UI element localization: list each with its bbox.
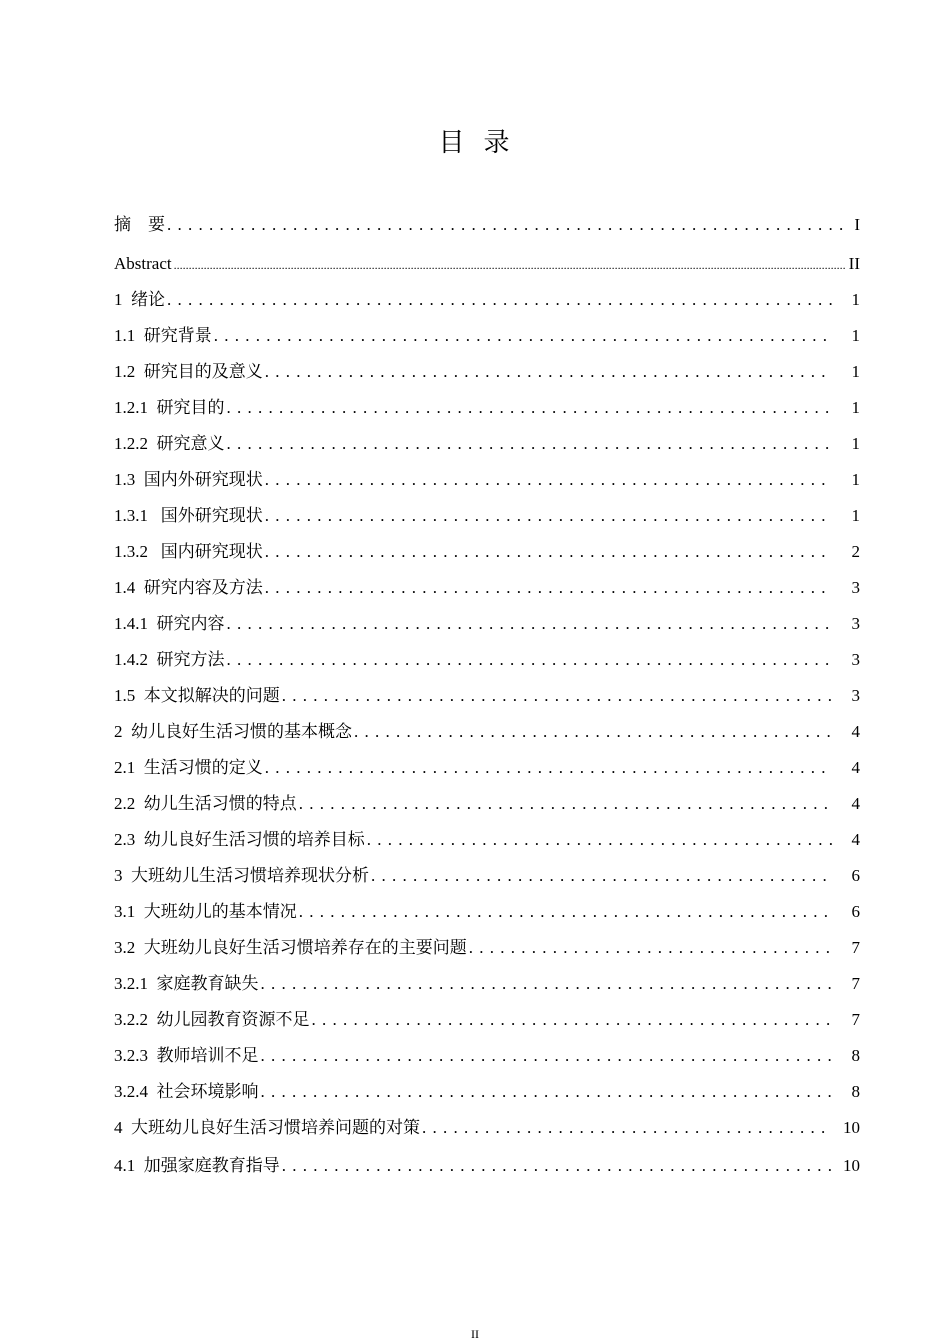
toc-entry-label: 1.2 研究目的及意义 xyxy=(114,362,263,381)
toc-entry-page: 7 xyxy=(851,974,860,993)
toc-entry[interactable] xyxy=(114,901,860,923)
toc-entry[interactable] xyxy=(114,1045,860,1067)
toc-entry-label: 1.5 本文拟解决的问题 xyxy=(114,686,280,705)
toc-leader-dots xyxy=(354,721,832,743)
toc-entry-label: 2 幼儿良好生活习惯的基本概念 xyxy=(114,722,352,741)
toc-entry[interactable] xyxy=(114,397,860,419)
toc-entry-page: 4 xyxy=(851,794,860,813)
toc-entry[interactable] xyxy=(114,829,860,851)
toc-entry-page: 3 xyxy=(851,686,860,705)
toc-leader-dots xyxy=(167,289,832,311)
toc-entry-label: 2.1 生活习惯的定义 xyxy=(114,758,263,777)
toc-leader-dots xyxy=(174,253,845,276)
toc-entry[interactable] xyxy=(114,469,860,491)
toc-entry-label: 1.4.2 研究方法 xyxy=(114,650,225,669)
toc-entry[interactable] xyxy=(114,1117,860,1139)
toc-entry-page: 8 xyxy=(851,1046,860,1065)
toc-entry-page: 3 xyxy=(851,650,860,669)
toc-entry[interactable] xyxy=(114,214,860,236)
toc-entry-page: 8 xyxy=(851,1082,860,1101)
toc-entry-page: II xyxy=(848,254,860,273)
toc-entry-page: 10 xyxy=(843,1156,860,1175)
toc-entry-page: 1 xyxy=(851,290,860,309)
toc-entry-label: 1.3.1 国外研究现状 xyxy=(114,506,263,525)
toc-leader-dots xyxy=(261,1045,833,1067)
toc-entry-page: 6 xyxy=(851,866,860,885)
toc-entry-label: 3.2.4 社会环境影响 xyxy=(114,1082,259,1101)
toc-entry-page: 4 xyxy=(851,722,860,741)
toc-leader-dots xyxy=(227,433,833,455)
toc-entry-label: 1.1 研究背景 xyxy=(114,326,212,345)
toc-entry[interactable] xyxy=(114,613,860,635)
toc-leader-dots xyxy=(265,577,832,599)
toc-leader-dots xyxy=(261,1081,833,1103)
toc-entry[interactable] xyxy=(114,325,860,347)
toc-leader-dots xyxy=(422,1117,832,1139)
toc-entry-label: 摘 要 xyxy=(114,215,165,234)
toc-entry-label: 3.2.1 家庭教育缺失 xyxy=(114,974,259,993)
toc-entry-page: 2 xyxy=(851,542,860,561)
toc-entry-page: 1 xyxy=(851,398,860,417)
toc-entry-page: 1 xyxy=(851,326,860,345)
toc-entry-label: 4.1 加强家庭教育指导 xyxy=(114,1156,280,1175)
toc-leader-dots xyxy=(265,541,832,563)
toc-entry-page: 1 xyxy=(851,470,860,489)
toc-entry[interactable] xyxy=(114,505,860,527)
toc-entry[interactable] xyxy=(114,1009,860,1031)
toc-leader-dots xyxy=(227,649,833,671)
toc-entry-label: 3.2.2 幼儿园教育资源不足 xyxy=(114,1010,310,1029)
toc-entry-label: 2.2 幼儿生活习惯的特点 xyxy=(114,794,297,813)
toc-entry[interactable] xyxy=(114,973,860,995)
toc-leader-dots xyxy=(261,973,833,995)
toc-entry-label: 4 大班幼儿良好生活习惯培养问题的对策 xyxy=(114,1118,420,1137)
toc-entry[interactable] xyxy=(114,865,860,887)
toc-entry[interactable] xyxy=(114,1081,860,1103)
toc-entry-label: 1.3.2 国内研究现状 xyxy=(114,542,263,561)
toc-entry-label: 1.3 国内外研究现状 xyxy=(114,470,263,489)
toc-entry-label: 1.4.1 研究内容 xyxy=(114,614,225,633)
toc-entry-label: 1 绪论 xyxy=(114,290,165,309)
toc-entry[interactable] xyxy=(114,541,860,563)
toc-entry-label: 2.3 幼儿良好生活习惯的培养目标 xyxy=(114,830,365,849)
toc-title: 目 录 xyxy=(438,128,512,157)
toc-entry[interactable] xyxy=(114,1155,860,1177)
toc-entry-page: 7 xyxy=(851,1010,860,1029)
toc-leader-dots xyxy=(265,361,832,383)
table-of-contents xyxy=(114,210,860,1177)
toc-entry-page: 4 xyxy=(851,830,860,849)
toc-entry[interactable] xyxy=(114,793,860,815)
toc-leader-dots xyxy=(299,793,832,815)
toc-entry[interactable] xyxy=(114,289,860,311)
toc-entry-page: 6 xyxy=(851,902,860,921)
toc-leader-dots xyxy=(265,469,832,491)
toc-entry[interactable] xyxy=(114,721,860,743)
toc-entry-label: 1.2.1 研究目的 xyxy=(114,398,225,417)
toc-entry-label: 3.1 大班幼儿的基本情况 xyxy=(114,902,297,921)
toc-entry-page: 1 xyxy=(851,506,860,525)
toc-leader-dots xyxy=(265,757,832,779)
toc-entry-page: 1 xyxy=(851,434,860,453)
toc-leader-dots xyxy=(214,325,832,347)
toc-entry-page: 4 xyxy=(851,758,860,777)
toc-entry[interactable] xyxy=(114,361,860,383)
toc-entry[interactable] xyxy=(114,757,860,779)
toc-leader-dots xyxy=(282,1155,832,1177)
toc-entry[interactable] xyxy=(114,649,860,671)
toc-leader-dots xyxy=(469,937,832,959)
toc-entry-label: 1.4 研究内容及方法 xyxy=(114,578,263,597)
toc-entry-page: 1 xyxy=(851,362,860,381)
toc-leader-dots xyxy=(265,505,832,527)
toc-entry-page: 7 xyxy=(851,938,860,957)
toc-leader-dots xyxy=(167,214,850,236)
toc-leader-dots xyxy=(371,865,832,887)
toc-entry-label: 3 大班幼儿生活习惯培养现状分析 xyxy=(114,866,369,885)
toc-leader-dots xyxy=(282,685,832,707)
toc-entry-page: 3 xyxy=(851,578,860,597)
toc-entry-label: 3.2.3 教师培训不足 xyxy=(114,1046,259,1065)
toc-entry-page: 3 xyxy=(851,614,860,633)
toc-entry[interactable] xyxy=(114,577,860,599)
toc-leader-dots xyxy=(227,613,833,635)
toc-entry-page: I xyxy=(854,215,860,234)
toc-entry[interactable] xyxy=(114,253,860,276)
toc-leader-dots xyxy=(367,829,832,851)
toc-entry-label: 3.2 大班幼儿良好生活习惯培养存在的主要问题 xyxy=(114,938,467,957)
toc-entry[interactable] xyxy=(114,433,860,455)
toc-leader-dots xyxy=(227,397,833,419)
toc-leader-dots xyxy=(299,901,832,923)
toc-entry[interactable] xyxy=(114,685,860,707)
toc-leader-dots xyxy=(312,1009,833,1031)
toc-entry-label: Abstract xyxy=(114,254,172,273)
page-number-footer: II xyxy=(471,1327,479,1341)
toc-entry[interactable] xyxy=(114,937,860,959)
toc-entry-page: 10 xyxy=(843,1118,860,1137)
toc-entry-label: 1.2.2 研究意义 xyxy=(114,434,225,453)
